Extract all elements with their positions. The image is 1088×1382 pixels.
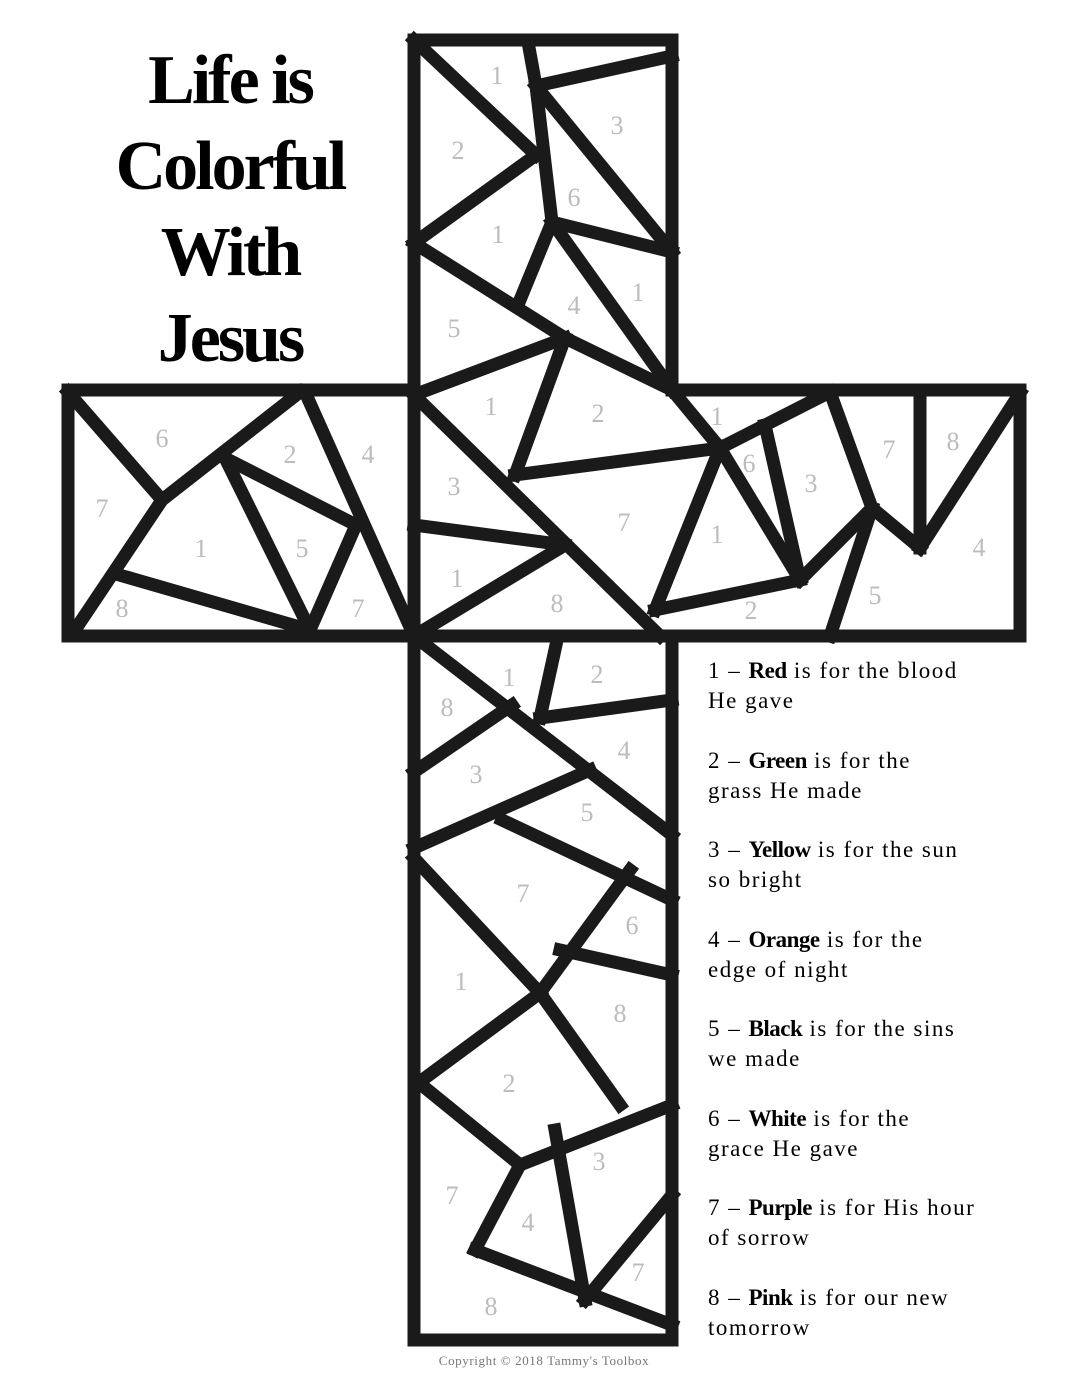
legend-color: Purple: [748, 1195, 812, 1220]
region-number: 4: [521, 1208, 535, 1237]
region-number: 5: [868, 581, 882, 610]
region-number: 2: [502, 1069, 516, 1098]
region-number: 3: [804, 469, 818, 498]
region-number: 2: [591, 399, 605, 428]
region-number: 8: [550, 589, 564, 618]
region-number: 6: [155, 424, 169, 453]
legend-line-1: is for our new: [799, 1284, 950, 1310]
legend-line-2: so bright: [708, 867, 803, 892]
region-number: 3: [610, 111, 624, 140]
legend-line-2: grass He made: [708, 777, 863, 803]
region-number: 1: [491, 220, 505, 249]
region-number: 8: [115, 594, 129, 623]
title-line-3: With: [160, 214, 300, 291]
region-number: 8: [946, 427, 960, 456]
region-number: 1: [631, 278, 645, 307]
legend-number: 3: [708, 837, 721, 862]
legend-number: 4: [708, 926, 721, 952]
legend-color: Red: [748, 658, 787, 683]
region-number: 3: [469, 760, 483, 789]
legend-item: 8 – Pink is for our new tomorrow: [708, 1284, 950, 1340]
region-number: 4: [617, 736, 631, 765]
region-number: 2: [590, 660, 604, 689]
legend-line-1: is for the: [813, 1105, 911, 1131]
legend-item: 7 – Purple is for His hour of sorrow: [708, 1195, 976, 1250]
region-number: 1: [490, 61, 504, 90]
region-number: 6: [625, 911, 639, 940]
region-number: 2: [283, 440, 297, 469]
region-number: 7: [882, 435, 896, 464]
region-number: 1: [710, 520, 724, 549]
region-number: 1: [710, 402, 724, 431]
region-number: 8: [484, 1292, 498, 1321]
legend-color: Black: [748, 1016, 803, 1041]
region-number: 2: [744, 596, 758, 625]
legend-line-1: is for the sun: [817, 837, 959, 862]
legend-line-1: is for the blood: [793, 658, 958, 683]
legend-line-1: is for the: [826, 926, 924, 952]
region-number: 5: [580, 798, 594, 827]
region-number: 5: [447, 314, 461, 343]
region-number: 6: [567, 183, 581, 212]
legend-item: 6 – White is for the grace He gave: [708, 1105, 911, 1161]
region-number: 7: [351, 594, 365, 623]
region-number: 4: [567, 291, 581, 320]
legend-item: 1 – Red is for the blood He gave: [708, 658, 958, 713]
region-number: 4: [972, 533, 986, 562]
region-number: 1: [454, 967, 468, 996]
legend-item: 5 – Black is for the sins we made: [708, 1016, 956, 1071]
legend-number: 5: [708, 1016, 721, 1041]
legend-number: 7: [708, 1195, 721, 1220]
region-number: 7: [445, 1181, 459, 1210]
title-line-1: Life is: [148, 42, 312, 119]
legend-line-2: we made: [708, 1046, 801, 1071]
legend-item: 2 – Green is for the grass He made: [708, 747, 911, 803]
region-number: 3: [592, 1147, 606, 1176]
region-number: 1: [484, 392, 498, 421]
region-number: 3: [447, 472, 461, 501]
legend-number: 6: [708, 1105, 721, 1131]
legend-item: 4 – Orange is for the edge of night: [708, 926, 924, 982]
region-number: 4: [361, 440, 375, 469]
legend-line-2: He gave: [708, 688, 795, 713]
region-number: 8: [440, 693, 454, 722]
copyright-notice: Copyright © 2018 Tammy's Toolbox: [438, 1353, 650, 1368]
title-line-4: Jesus: [157, 300, 303, 377]
legend-color: Green: [748, 747, 807, 773]
legend-line-2: edge of night: [708, 956, 849, 982]
legend-line-1: is for the sins: [809, 1016, 956, 1041]
region-number: 7: [516, 879, 530, 908]
region-number: 1: [450, 564, 464, 593]
legend-number: 8: [708, 1284, 721, 1310]
region-number: 1: [194, 534, 208, 563]
legend-line-2: tomorrow: [708, 1314, 811, 1340]
region-number: 7: [617, 508, 631, 537]
color-legend: [708, 656, 1068, 1372]
legend-item: 3 – Yellow is for the sun so bright: [708, 837, 959, 892]
region-number: 8: [613, 999, 627, 1028]
title-line-2: Colorful: [115, 128, 345, 205]
region-number: 7: [95, 494, 109, 523]
legend-line-2: grace He gave: [708, 1135, 860, 1161]
region-number: 6: [742, 449, 756, 478]
region-number: 2: [451, 136, 465, 165]
legend-color: White: [748, 1105, 807, 1131]
legend-line-1: is for His hour: [819, 1195, 976, 1220]
legend-number: 1: [708, 658, 721, 683]
legend-line-1: is for the: [814, 747, 911, 773]
region-number: 7: [631, 1258, 645, 1287]
legend-line-2: of sorrow: [708, 1225, 811, 1250]
legend-color: Pink: [748, 1284, 793, 1310]
legend-number: 2: [708, 747, 721, 773]
legend-color: Orange: [748, 926, 820, 952]
legend-color: Yellow: [748, 837, 811, 862]
region-number: 1: [502, 663, 516, 692]
region-number: 5: [295, 534, 309, 563]
